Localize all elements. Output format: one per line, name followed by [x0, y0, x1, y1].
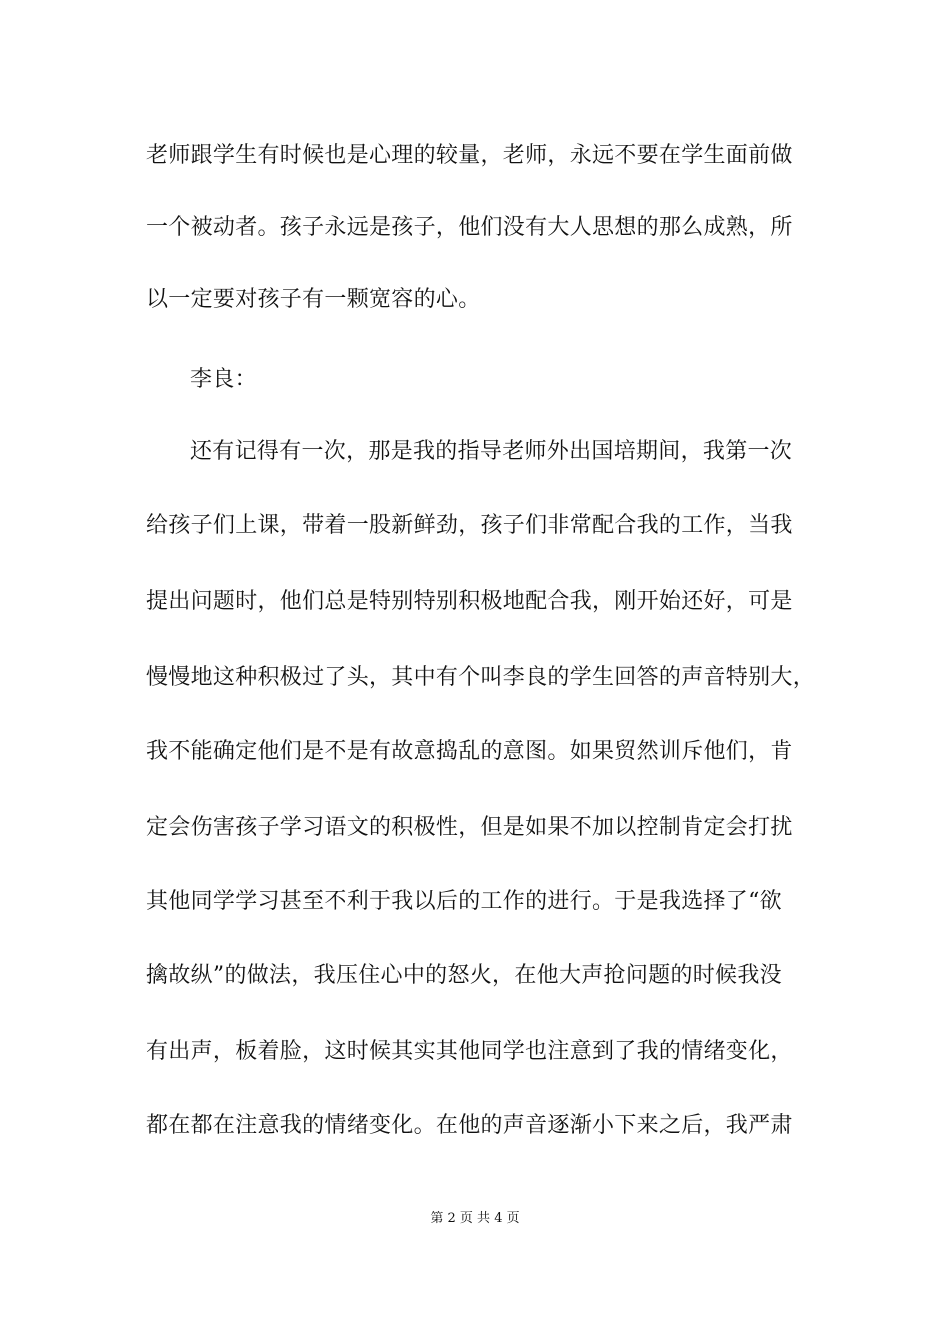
text-line: 擒故纵”的做法，我压住心中的怒火，在他大声抢问题的时候我没: [146, 963, 782, 988]
text-line: 还有记得有一次，那是我的指导老师外出国培期间，我第一次: [190, 439, 793, 464]
text-line: 慢慢地这种积极过了头，其中有个叫李良的学生回答的声音特别大，: [146, 665, 816, 690]
speaker-label: 李良：: [190, 367, 257, 392]
text-line: 其他同学学习甚至不利于我以后的工作的进行。于是我选择了“欲: [146, 889, 782, 914]
text-line: 一个被动者。孩子永远是孩子，他们没有大人思想的那么成熟，所: [146, 215, 793, 240]
text-line: 有出声，板着脸，这时候其实其他同学也注意到了我的情绪变化，: [146, 1039, 793, 1064]
text-line: 老师跟学生有时候也是心理的较量，老师，永远不要在学生面前做: [146, 143, 793, 168]
text-line: 都在都在注意我的情绪变化。在他的声音逐渐小下来之后，我严肃: [146, 1113, 793, 1138]
text-line: 定会伤害孩子学习语文的积极性，但是如果不加以控制肯定会打扰: [146, 815, 793, 840]
page-footer: 第 2 页 共 4 页: [430, 1211, 520, 1226]
text-line: 给孩子们上课，带着一股新鲜劲，孩子们非常配合我的工作，当我: [146, 513, 793, 538]
text-line: 提出问题时，他们总是特别特别积极地配合我，刚开始还好，可是: [146, 589, 793, 614]
text-line: 我不能确定他们是不是有故意捣乱的意图。如果贸然训斥他们，肯: [146, 739, 793, 764]
text-line: 以一定要对孩子有一颗宽容的心。: [146, 287, 481, 312]
